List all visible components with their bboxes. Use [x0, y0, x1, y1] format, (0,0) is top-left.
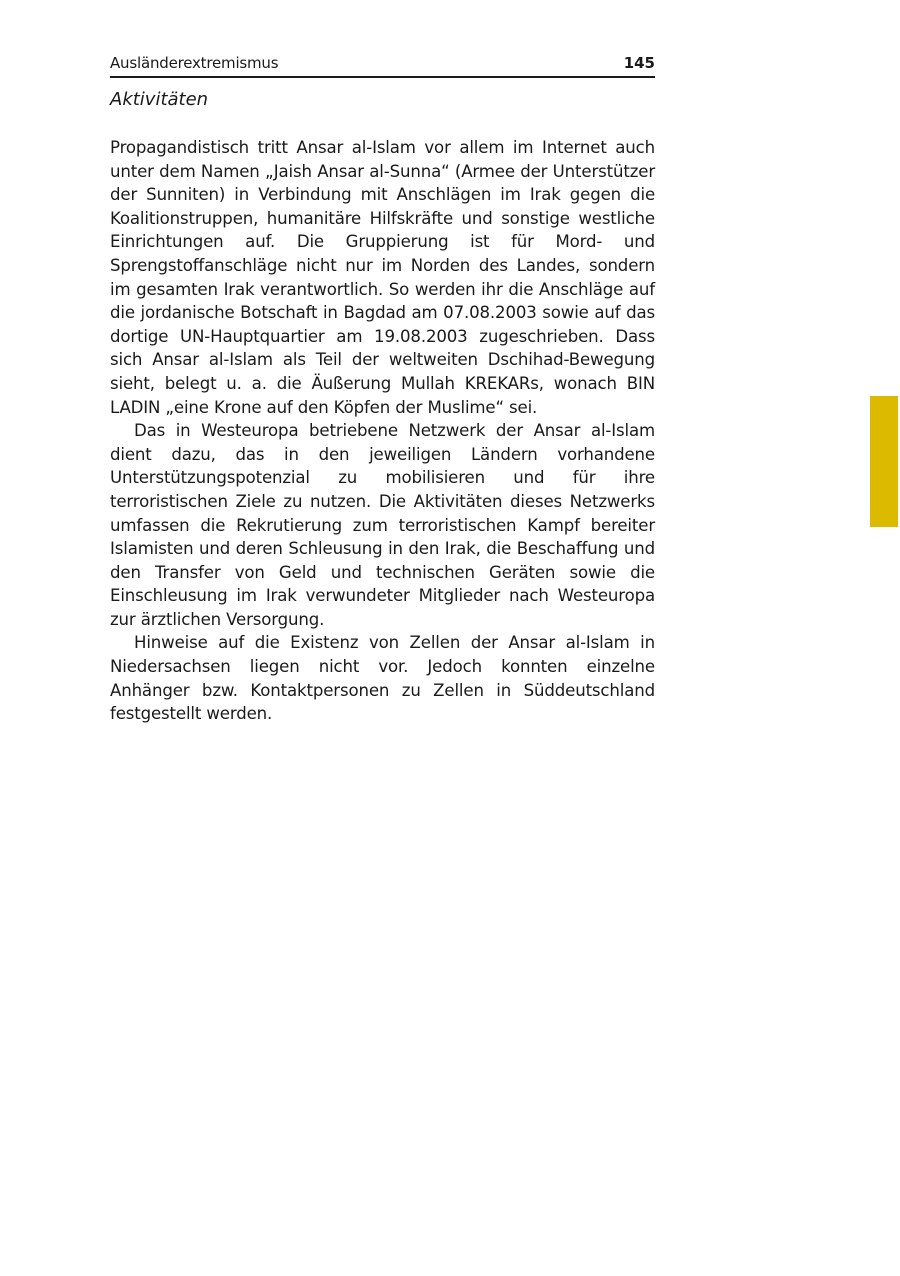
page-header — [110, 52, 655, 78]
paragraph: Das in Westeuropa betriebene Netzwerk der Ansar al-Islam dient dazu, das in den jeweiligen Ländern vorhandene Unterstützungspotenzial zu mobilisieren und für ihre terroristischen Ziele zu nutzen. Die Aktivitäten dieses Netzwerks umfassen die Rekrutierung zum terroristischen Kampf bereiter Islamisten und deren Schleusung in den Irak, die Beschaffung und den Transfer von Geld und technischen Geräten sowie die Einschleusung im Irak verwundeter Mitglieder nach Westeuropa zur ärztlichen Versorgung. — [110, 421, 655, 629]
section-heading: Aktivitäten — [110, 89, 209, 110]
running-head: Ausländerextremismus — [110, 54, 279, 72]
paragraph: Propagandistisch tritt Ansar al-Islam vor allem im Internet auch unter dem Namen „Jaish Ansar al-Sunna“ (Armee der Unterstützer der Sunniten) in Verbindung mit Anschlägen im Irak gegen die Koalitionstruppen, humanitäre Hilfskräfte und sonstige westliche Einrichtungen auf. Die Gruppierung ist für Mord- und Sprengstoffanschläge nicht nur im Norden des Landes, sondern im gesamten Irak verantwortlich. So werden ihr die Anschläge auf die jordanische Botschaft in Bagdad am 07.08.2003 sowie auf das dortige UN-Hauptquartier am 19.08.2003 zugeschrieben. Dass sich Ansar al-Islam als Teil der weltweiten Dschihad-Bewegung sieht, belegt u. a. die Äußerung Mullah KREKARs, wonach BIN LADIN „eine Krone auf den Köpfen der Muslime“ sei. — [110, 138, 655, 417]
body-text — [110, 136, 655, 726]
page-number: 145 — [623, 54, 655, 72]
paragraph: Hinweise auf die Existenz von Zellen der Ansar al-Islam in Niedersachsen liegen nicht vor. Jedoch konnten einzelne Anhänger bzw. Kontaktpersonen zu Zellen in Süddeutschland festgestellt werden. — [110, 633, 655, 724]
chapter-thumb-tab — [870, 396, 898, 527]
